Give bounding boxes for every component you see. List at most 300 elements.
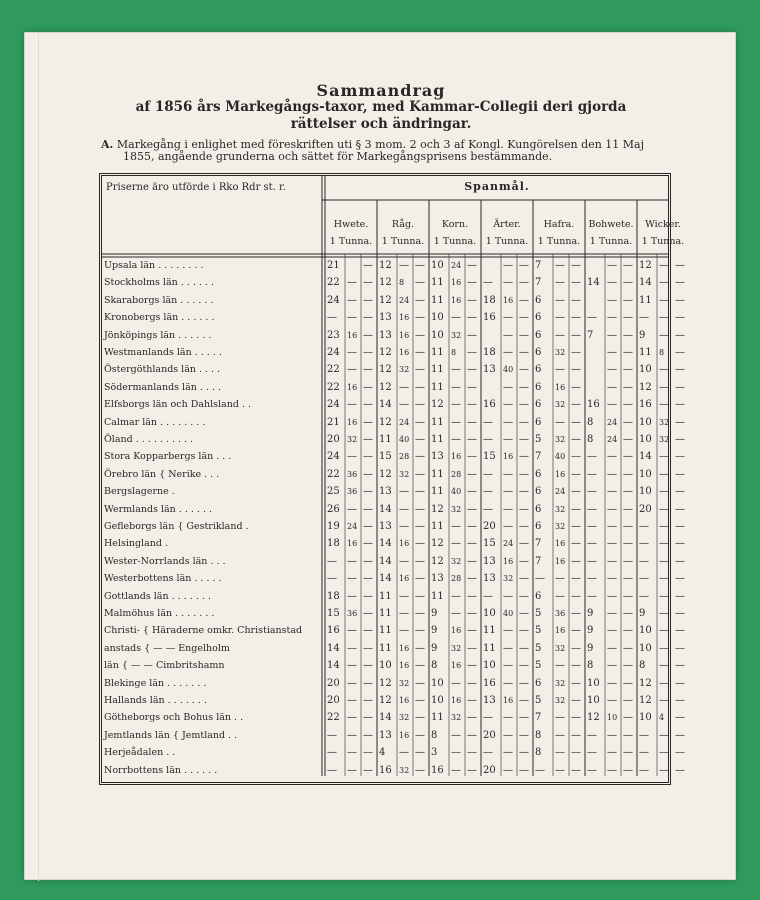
table-cell: 32	[659, 417, 670, 427]
table-cell: 24	[607, 417, 618, 427]
table-cell: —	[503, 642, 513, 654]
table-cell: —	[451, 399, 461, 411]
table-cell: 12	[379, 695, 392, 706]
table-cell: —	[347, 399, 357, 411]
table-cell: 16	[379, 764, 392, 776]
table-cell: —	[415, 660, 425, 672]
table-cell: —	[571, 416, 581, 428]
table-cell: 24	[399, 295, 410, 305]
table-cell: 40	[503, 609, 514, 618]
table-cell: —	[399, 625, 409, 637]
document-title: Sammandrag	[316, 81, 446, 100]
background-top	[0, 0, 760, 34]
table-cell: —	[675, 416, 685, 428]
table-cell: —	[607, 555, 617, 567]
table-cell: —	[623, 294, 633, 306]
table-cell: —	[675, 590, 685, 602]
table-cell: —	[327, 555, 337, 567]
table-cell: —	[675, 608, 685, 619]
table-cell: 10	[587, 677, 600, 689]
table-cell: —	[675, 573, 685, 585]
table-cell: 14	[379, 538, 392, 550]
table-cell: 8	[399, 278, 405, 288]
table-cell: —	[639, 590, 649, 602]
table-cell: —	[639, 747, 649, 759]
table-cell: —	[467, 381, 477, 393]
table-cell: 11	[379, 434, 392, 445]
table-cell: 22	[327, 277, 340, 289]
table-cell: —	[571, 729, 581, 741]
subtitle-line-1: af 1856 års Markegångs-taxor, med Kammar-Collegii deri gjorda	[135, 99, 627, 115]
table-cell: —	[555, 590, 565, 602]
table-cell: —	[503, 347, 513, 358]
table-cell: 10	[431, 312, 444, 324]
table-cell: —	[415, 416, 425, 428]
row-label: Malmöhus län . . . . . . .	[104, 608, 215, 619]
table-cell: —	[519, 468, 529, 480]
table-cell: 8	[587, 434, 594, 445]
grain-name: Ärter.	[493, 219, 521, 230]
table-cell: 14	[327, 660, 340, 672]
table-cell: 11	[431, 712, 444, 724]
table-cell: 6	[535, 294, 542, 306]
table-cell: 18	[327, 538, 340, 550]
table-cell: —	[451, 747, 461, 759]
table-cell: —	[659, 451, 669, 463]
table-cell: —	[675, 364, 685, 376]
row-label: Skaraborgs län . . . . . .	[104, 294, 214, 306]
table-cell: 10	[431, 695, 444, 706]
table-cell: —	[659, 364, 669, 376]
grain-name: Korn.	[441, 219, 469, 230]
table-cell: 32	[451, 643, 462, 653]
table-cell: —	[587, 729, 597, 741]
table-cell: —	[571, 590, 581, 602]
table-cell: —	[415, 347, 425, 358]
table-cell: —	[623, 660, 633, 672]
table-cell: —	[363, 468, 373, 480]
table-cell: —	[327, 747, 337, 759]
table-cell: —	[519, 277, 529, 289]
table-cell: —	[467, 294, 477, 306]
table-cell: —	[451, 608, 461, 619]
table-cell: 12	[379, 416, 392, 428]
table-cell: —	[483, 747, 493, 759]
table-cell: 16	[451, 278, 462, 288]
table-cell: —	[623, 555, 633, 567]
table-cell: 6	[535, 312, 542, 324]
table-cell: —	[503, 399, 513, 411]
table-cell: —	[503, 381, 513, 393]
table-cell: —	[451, 677, 461, 689]
table-cell: 32	[451, 504, 462, 514]
table-cell: 10	[431, 329, 444, 341]
grain-unit: 1 Tunna.	[537, 236, 581, 247]
table-cell: —	[519, 729, 529, 741]
table-cell: 13	[379, 521, 392, 532]
table-cell: —	[467, 347, 477, 358]
table-cell: 8	[587, 660, 594, 672]
table-cell: —	[623, 677, 633, 689]
table-cell: —	[623, 747, 633, 759]
table-cell: —	[347, 312, 357, 324]
table-cell: —	[327, 312, 337, 324]
table-cell: 6	[535, 416, 542, 428]
table-cell: 6	[535, 381, 542, 393]
table-cell: —	[571, 347, 581, 358]
table-cell: —	[363, 590, 373, 602]
table-cell: —	[675, 625, 685, 637]
table-cell: 16	[347, 417, 358, 427]
table-cell: —	[467, 590, 477, 602]
table-cell: —	[623, 468, 633, 480]
table-cell: —	[607, 294, 617, 306]
table-cell: 28	[451, 469, 462, 479]
table-cell: 19	[327, 521, 340, 532]
table-cell: —	[467, 260, 477, 271]
table-cell: 11	[379, 642, 392, 654]
document-page	[24, 32, 736, 880]
table-cell: —	[607, 729, 617, 741]
table-cell: 28	[399, 452, 410, 462]
table-cell: —	[555, 729, 565, 741]
table-cell: —	[347, 642, 357, 654]
table-cell: 11	[431, 590, 444, 602]
table-cell: —	[363, 642, 373, 654]
table-cell: 32	[399, 365, 410, 375]
table-cell: 15	[483, 451, 496, 463]
table-cell: 20	[483, 764, 496, 776]
table-cell: —	[327, 729, 337, 741]
table-cell: —	[415, 294, 425, 306]
table-cell: —	[571, 381, 581, 393]
table-cell: 9	[587, 625, 594, 637]
table-cell: 6	[535, 347, 542, 358]
table-cell: —	[503, 277, 513, 289]
table-cell: —	[399, 260, 409, 271]
table-cell: —	[571, 712, 581, 724]
table-cell: —	[503, 764, 513, 776]
grain-name: Hafra.	[543, 219, 575, 230]
table-cell: —	[607, 329, 617, 341]
table-cell: —	[659, 260, 669, 271]
table-cell: —	[347, 294, 357, 306]
table-cell: 13	[483, 364, 496, 376]
table-cell: 16	[399, 348, 410, 357]
table-cell: —	[571, 364, 581, 376]
table-cell: —	[623, 573, 633, 585]
table-cell: —	[503, 677, 513, 689]
table-cell: —	[571, 677, 581, 689]
table-cell: 24	[327, 294, 340, 306]
table-cell: —	[607, 590, 617, 602]
row-label: Elfsborgs län och Dahlsland . .	[104, 399, 251, 411]
table-cell: 16	[347, 539, 358, 549]
table-cell: 12	[379, 260, 392, 271]
table-cell: 6	[535, 468, 542, 480]
table-cell: 6	[535, 521, 542, 532]
table-cell: 32	[399, 469, 410, 479]
table-cell: 11	[431, 347, 444, 358]
table-cell: —	[519, 625, 529, 637]
table-cell: —	[659, 747, 669, 759]
table-cell: —	[347, 347, 357, 358]
table-cell: —	[519, 381, 529, 393]
table-cell: 18	[483, 347, 496, 358]
table-cell: —	[399, 503, 409, 515]
table-cell: —	[607, 695, 617, 706]
table-cell: —	[555, 747, 565, 759]
table-cell: —	[555, 764, 565, 776]
table-cell: —	[415, 381, 425, 393]
table-cell: —	[519, 260, 529, 271]
table-cell: —	[571, 486, 581, 498]
table-cell: 32	[347, 435, 358, 444]
table-cell: —	[623, 538, 633, 550]
table-cell: —	[587, 590, 597, 602]
table-cell: 20	[327, 434, 340, 445]
table-cell: —	[503, 503, 513, 515]
table-cell: 10	[639, 642, 652, 654]
table-cell: —	[503, 329, 513, 341]
table-cell: —	[467, 312, 477, 324]
table-cell: —	[659, 381, 669, 393]
table-cell: 11	[379, 608, 392, 619]
table-cell: —	[519, 347, 529, 358]
table-cell: 13	[431, 451, 444, 463]
table-cell: —	[639, 312, 649, 324]
table-cell: —	[519, 764, 529, 776]
grain-header-4	[481, 216, 533, 250]
table-cell: —	[399, 399, 409, 411]
table-cell: 18	[483, 294, 496, 306]
table-cell: 8	[659, 348, 665, 357]
table-cell: —	[363, 329, 373, 341]
table-cell: —	[607, 503, 617, 515]
table-cell: 36	[347, 469, 358, 479]
table-cell: —	[587, 468, 597, 480]
table-cell: —	[555, 364, 565, 376]
row-label: län { — — Cimbritshamn	[104, 660, 225, 672]
table-cell: 32	[399, 765, 410, 775]
table-cell: 24	[451, 261, 462, 270]
table-cell: —	[415, 608, 425, 619]
row-label: Södermanlands län . . . .	[104, 381, 222, 393]
table-cell: —	[555, 277, 565, 289]
table-cell: 40	[503, 365, 514, 375]
table-cell: —	[467, 555, 477, 567]
table-cell: —	[415, 260, 425, 271]
table-cell: 10	[639, 364, 652, 376]
table-cell: 9	[639, 329, 646, 341]
table-cell: —	[415, 364, 425, 376]
table-cell: 12	[431, 399, 444, 411]
table-cell: —	[571, 329, 581, 341]
table-cell: —	[415, 573, 425, 585]
table-cell: —	[571, 434, 581, 445]
table-cell: 32	[659, 435, 670, 444]
grain-name: Bohwete.	[588, 219, 634, 230]
table-cell: 12	[379, 294, 392, 306]
grain-header-1	[325, 216, 377, 250]
table-cell: 13	[483, 573, 496, 585]
table-cell: —	[451, 538, 461, 550]
table-cell: —	[467, 329, 477, 341]
table-cell: 9	[431, 608, 438, 619]
table-cell: —	[363, 416, 373, 428]
table-cell: 14	[379, 573, 392, 585]
table-cell: 12	[431, 538, 444, 550]
table-cell: —	[555, 712, 565, 724]
table-cell: 11	[639, 347, 652, 358]
row-label: Gottlands län . . . . . . .	[104, 590, 211, 602]
table-cell: —	[659, 729, 669, 741]
table-cell: 18	[327, 590, 340, 602]
row-label: Calmar län . . . . . . . .	[104, 416, 206, 428]
table-cell: 13	[379, 729, 392, 741]
row-label: Öland . . . . . . . . . .	[104, 434, 194, 445]
grain-header-6	[585, 216, 637, 250]
table-cell: 16	[503, 556, 514, 566]
table-cell: 16	[483, 312, 496, 324]
row-label: Östergöthlands län . . . .	[104, 364, 221, 376]
table-cell: 40	[399, 435, 410, 444]
table-cell: —	[555, 329, 565, 341]
table-cell: —	[555, 416, 565, 428]
table-cell: 16	[451, 626, 462, 636]
table-cell: 10	[639, 468, 652, 480]
table-cell: —	[675, 747, 685, 759]
table-cell: 32	[399, 713, 410, 723]
table-cell: —	[623, 277, 633, 289]
table-cell: 11	[431, 486, 444, 498]
table-cell: —	[451, 764, 461, 776]
grain-header-5	[533, 216, 585, 250]
table-cell: 16	[399, 313, 410, 323]
table-cell: —	[623, 729, 633, 741]
table-cell: —	[363, 364, 373, 376]
table-cell: —	[639, 538, 649, 550]
table-cell: 14	[379, 555, 392, 567]
table-cell: —	[519, 434, 529, 445]
table-cell: 24	[327, 347, 340, 358]
table-cell: —	[347, 590, 357, 602]
row-label: Götheborgs och Bohus län . .	[104, 712, 244, 724]
table-cell: 13	[379, 486, 392, 498]
table-cell: —	[363, 660, 373, 672]
table-cell: —	[659, 590, 669, 602]
table-cell: 11	[431, 294, 444, 306]
table-cell: —	[571, 538, 581, 550]
row-label: Bergslagerne .	[104, 486, 175, 498]
table-cell: —	[607, 381, 617, 393]
table-cell: —	[483, 468, 493, 480]
table-cell: —	[587, 521, 597, 532]
table-cell: —	[623, 695, 633, 706]
table-cell: 32	[555, 678, 566, 688]
table-cell: —	[675, 660, 685, 672]
row-label: Christi- { Häraderne omkr. Christianstad	[104, 625, 303, 637]
table-cell: —	[467, 399, 477, 411]
table-cell: —	[451, 434, 461, 445]
table-cell: —	[415, 329, 425, 341]
table-cell: 10	[639, 434, 652, 445]
table-cell: —	[623, 625, 633, 637]
table-cell: 28	[451, 574, 462, 584]
row-label: Westmanlands län . . . . .	[104, 347, 222, 358]
table-cell: —	[607, 747, 617, 759]
table-cell: 6	[535, 590, 542, 602]
subtitle-line-2: rättelser och ändringar.	[290, 116, 472, 132]
table-cell: —	[467, 625, 477, 637]
table-cell: —	[571, 608, 581, 619]
table-cell: —	[607, 451, 617, 463]
table-cell: —	[451, 416, 461, 428]
table-cell: —	[363, 451, 373, 463]
table-cell: —	[467, 764, 477, 776]
table-cell: 16	[451, 452, 462, 462]
table-cell: —	[503, 416, 513, 428]
table-cell: —	[607, 260, 617, 271]
table-cell: 14	[639, 277, 652, 289]
table-cell: —	[659, 695, 669, 706]
table-cell: —	[675, 538, 685, 550]
table-cell: 16	[451, 696, 462, 705]
table-cell: 21	[327, 260, 340, 271]
table-cell: 10	[483, 608, 496, 619]
table-cell: —	[571, 764, 581, 776]
table-cell: —	[363, 277, 373, 289]
table-cell: —	[659, 486, 669, 498]
table-cell: 14	[639, 451, 652, 463]
table-cell: —	[519, 712, 529, 724]
table-cell: —	[347, 677, 357, 689]
table-cell: 12	[639, 695, 652, 706]
table-cell: 4	[659, 713, 665, 723]
table-cell: 16	[555, 556, 566, 566]
table-cell: —	[467, 747, 477, 759]
row-label: Upsala län . . . . . . . .	[104, 260, 204, 271]
table-cell: 16	[555, 539, 566, 549]
table-cell: 16	[399, 730, 410, 740]
table-cell: 5	[535, 608, 542, 619]
table-cell: 11	[431, 468, 444, 480]
table-cell: 16	[451, 661, 462, 671]
table-cell: —	[571, 642, 581, 654]
table-cell: —	[399, 590, 409, 602]
table-cell: —	[415, 625, 425, 637]
table-cell: 7	[535, 277, 542, 289]
table-cell: 9	[639, 608, 646, 619]
table-cell: 12	[431, 555, 444, 567]
table-cell: —	[415, 521, 425, 532]
table-cell: —	[415, 729, 425, 741]
table-cell: —	[503, 590, 513, 602]
table-cell: —	[363, 712, 373, 724]
table-cell: —	[519, 486, 529, 498]
grain-unit: 1 Tunna.	[329, 236, 373, 247]
table-cell: —	[467, 364, 477, 376]
table-cell: —	[519, 642, 529, 654]
table-cell: —	[587, 503, 597, 515]
table-cell: —	[571, 468, 581, 480]
table-cell: 12	[379, 347, 392, 358]
table-cell: 40	[451, 487, 462, 497]
table-cell: —	[659, 329, 669, 341]
table-cell: —	[607, 399, 617, 411]
table-cell: —	[675, 521, 685, 532]
table-cell: 23	[327, 329, 340, 341]
